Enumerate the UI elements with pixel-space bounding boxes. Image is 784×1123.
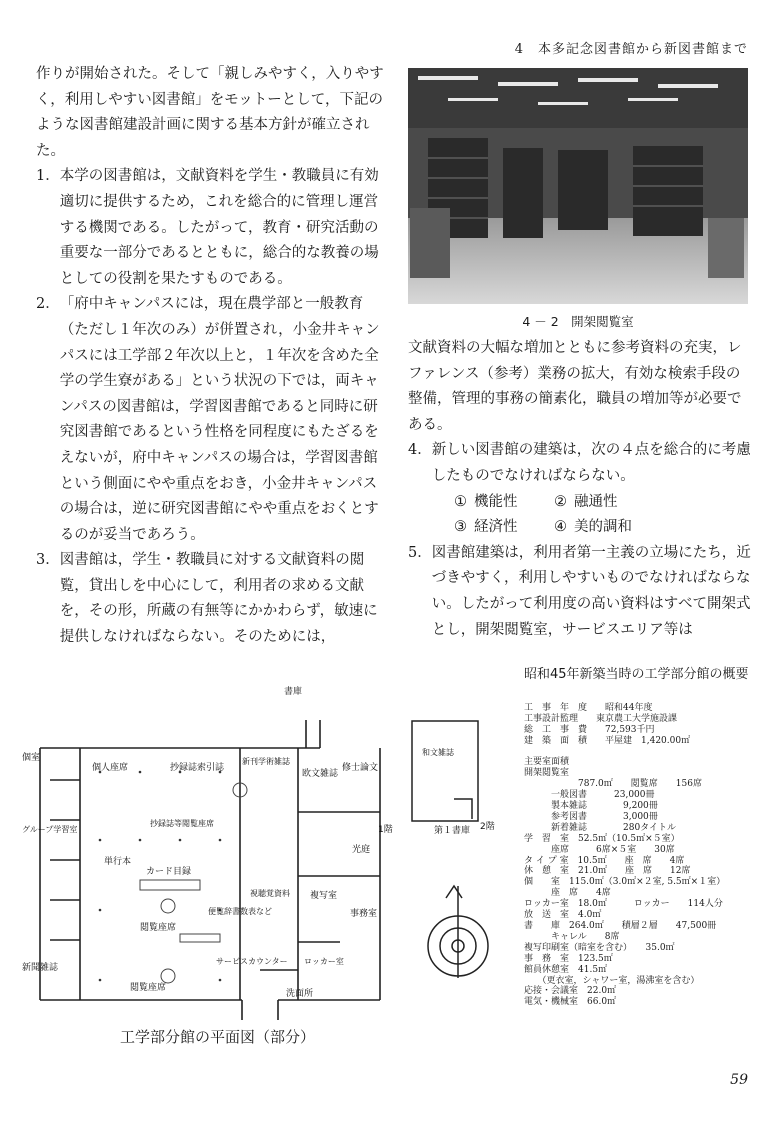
stack-room-diagram	[408, 715, 504, 835]
summary-line: 電気・機械室 66.0㎡	[524, 997, 617, 1008]
right-column	[408, 336, 752, 643]
plan-label: カード目録	[146, 867, 192, 877]
summary-line: 新着雑誌 280タイトル	[524, 822, 676, 833]
summary-line: 一般図書 23,000冊	[524, 790, 655, 801]
point-marker: ①	[454, 493, 467, 510]
plan-label: 閲覧座席	[130, 983, 167, 993]
summary-line: 総 工 事 費 72,593千円	[524, 724, 655, 735]
plan-label: 書庫	[284, 687, 303, 697]
policy-item-5	[408, 541, 752, 643]
plan-title: 工学部分館の平面図（部分）	[120, 1028, 316, 1046]
item-number: 1．	[36, 168, 60, 185]
plan-label: 新聞雑誌	[22, 963, 59, 973]
plan-label: 事務室	[350, 909, 378, 919]
plan-label: 光庭	[352, 845, 371, 855]
left-column	[36, 62, 384, 651]
summary-line: 工 事 年 度 昭和44年度	[524, 702, 653, 713]
summary-line: 休 憩 室 21.0㎡ 座 席 12席	[524, 866, 691, 877]
summary-line: ロッカー室 18.0㎡ ロッカー 114人分	[524, 899, 723, 910]
point-marker: ②	[554, 493, 567, 510]
summary-line: 事 務 室 123.5㎡	[524, 953, 613, 964]
point-label: 美的調和	[574, 519, 632, 536]
summary-line: 主要室面積	[524, 757, 570, 768]
summary-title: 昭和45年新築当時の工学部分館の概要	[524, 667, 749, 682]
intro-paragraph: 作りが開始された。そして「親しみやすく，入りやすく，利用しやすい図書館」をモットーとして，下記のような図書館建設計画に関する基本方針が確立された。	[36, 66, 384, 159]
point-marker: ④	[554, 519, 567, 536]
plan-label: 単行本	[104, 857, 132, 867]
photo-caption: 4 － 2 開架閲覧室	[522, 314, 634, 329]
plan-label: サービスカウンター	[216, 957, 288, 966]
running-header: 4 本多記念図書館から新図書館まで	[514, 42, 748, 57]
summary-line: キャレル 8席	[524, 931, 620, 942]
point-label: 融通性	[574, 493, 618, 510]
summary-line: 放 送 室 4.0㎡	[524, 910, 602, 921]
item-number: 3．	[36, 552, 60, 569]
summary-line: 座席 6席×５室 30席	[524, 844, 675, 855]
summary-line: 応接・会議室 22.0㎡	[524, 986, 617, 997]
plan-label: 抄録誌索引誌	[170, 763, 225, 773]
item-text: 本学の図書館は，文献資料を学生・教職員に有効適切に提供するため，これを総合的に管理し運営する機関である。したがって，教育・研究活動の重要な一部分であるとともに，総合的な教養の場としての役割を果たすものである。	[59, 168, 379, 287]
summary-line: 学 習 室 52.5㎡（10.5㎡×５室）	[524, 833, 680, 844]
item-text: 図書館建築は，利用者第一主義の立場にたち，近づきやすく，利用しやすいものでなければならない。したがって利用度の高い資料はすべて開架式とし，開架閲覧室，サービスエリア等は	[431, 544, 751, 638]
plan-label: 抄録誌等閲覧座席	[150, 819, 214, 828]
plan-label: 閲覧座席	[140, 923, 177, 933]
point-marker: ③	[454, 519, 467, 536]
floor-plan	[20, 680, 400, 1020]
summary-line: 工事設計監理 東京農工大学施設課	[524, 713, 678, 724]
policy-item-3	[36, 548, 384, 650]
plan-label: 第１書庫	[434, 826, 471, 835]
plan-label: 個室	[22, 753, 41, 763]
summary-line: （更衣室，シャワー室，湯沸室を含む）	[524, 975, 700, 986]
building-summary	[524, 667, 764, 1008]
plan-label: 欧文雑誌	[302, 769, 339, 779]
plan-label: 洗面所	[286, 989, 314, 999]
plan-label: 新刊学術雑誌	[242, 757, 290, 766]
item-number: 5．	[408, 544, 432, 561]
point-label: 機能性	[474, 493, 518, 510]
summary-line: 書 庫 264.0㎡ 積層２層 47,500冊	[524, 921, 717, 932]
plan-label: グループ学習室	[22, 825, 78, 834]
item-text: 図書館は，学生・教職員に対する文献資料の閲覧，貸出しを中心にして，利用者の求める文献を，その形，所蔵の有無等にかかわらず，敏速に提供しなければならない。そのためには，	[59, 552, 378, 646]
policy-item-1	[36, 164, 384, 292]
summary-lines	[524, 703, 764, 1008]
summary-line: 建 築 面 積 平屋建 1,420.00㎡	[524, 735, 691, 746]
page-number: 59	[730, 1072, 748, 1088]
plan-label: 修士論文	[342, 763, 379, 773]
four-points	[454, 490, 752, 541]
continued-paragraph: 文献資料の大幅な増加とともに参考資料の充実，レファレンス（参考）業務の拡大，有効な検索手段の整備，管理的事務の簡素化，職員の増加等が必要である。	[408, 340, 742, 433]
plan-label: 2階	[480, 822, 495, 832]
north-compass-icon	[420, 878, 496, 988]
plan-label: 個人座席	[92, 763, 129, 773]
plan-label: ロッカー室	[304, 957, 344, 966]
plan-label: 視聴覚資料	[250, 889, 290, 898]
summary-line: 個 室 115.0㎡（3.0㎡×２室, 5.5㎡×１室）	[524, 877, 726, 888]
plan-label: 1階	[378, 825, 393, 835]
plan-label: 複写室	[310, 891, 338, 901]
item-text: 新しい図書館の建築は，次の４点を総合的に考慮したものでなければならない。	[431, 442, 751, 484]
summary-line: 座 席 4席	[524, 888, 611, 899]
summary-line	[524, 747, 764, 758]
item-text: 「府中キャンパスには，現在農学部と一般教育（ただし１年次のみ）が併置され，小金井キャンパスには工学部２年次以上と，１年次を含めた全学の学生寮がある」という状況の下では，両キャンパスの図書館は，学習図書館であると同時に研究図書館であるという性格を同程度にもたざるをえないが，府中キャンパスの場合は，学習図書館という側面にやや重点をおき，小金井キャンパスの場合は，逆に研究図書館にやや重点をおくとするのが妥当であろう。	[59, 296, 380, 543]
item-number: 4．	[408, 442, 432, 459]
policy-item-2	[36, 292, 384, 548]
summary-line: 館員休憩室 41.5㎡	[524, 964, 608, 975]
summary-line: 787.0㎡ 閲覧席 156席	[524, 779, 702, 790]
item-number: 2．	[36, 296, 60, 313]
summary-line: 開架閲覧室	[524, 768, 570, 779]
summary-line: 複写印刷室（暗室を含む） 35.0㎡	[524, 942, 675, 953]
plan-label: 和文雑誌	[422, 748, 454, 757]
plan-label: 便覧辞書数表など	[208, 907, 272, 916]
summary-line: 参考図書 3,000冊	[524, 811, 658, 822]
summary-line: 製本雑誌 9,200冊	[524, 801, 658, 812]
summary-line: タ イ プ 室 10.5㎡ 座 席 4席	[524, 855, 685, 866]
policy-item-4	[408, 438, 752, 489]
point-label: 経済性	[474, 519, 518, 536]
reading-room-photo	[408, 68, 748, 304]
